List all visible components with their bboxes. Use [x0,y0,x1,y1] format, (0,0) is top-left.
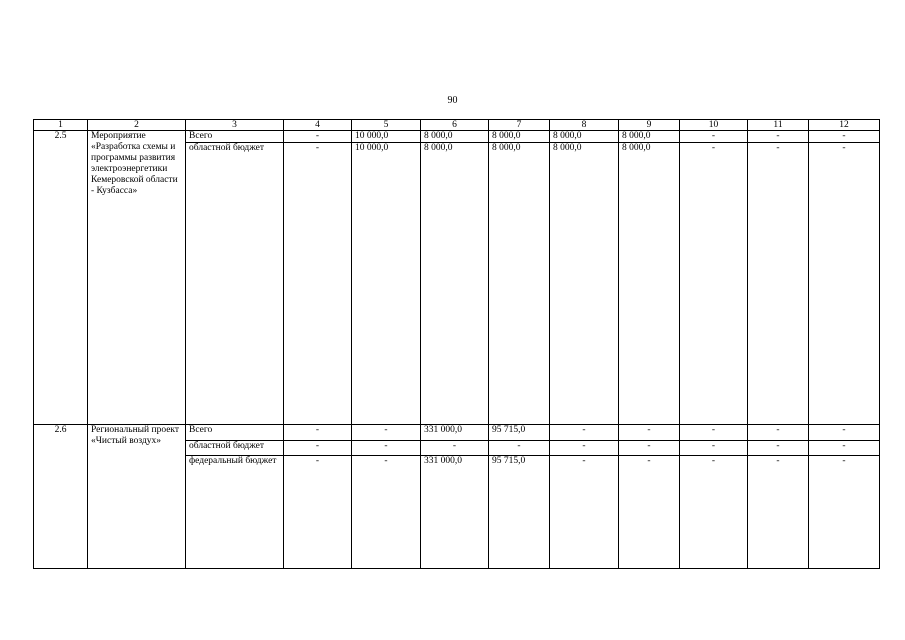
value-cell: - [619,456,680,569]
value-cell: - [619,441,680,456]
value-cell: - [809,131,880,143]
column-number: 6 [421,120,489,131]
value-cell: - [809,425,880,441]
column-number: 1 [34,120,88,131]
value-cell: - [680,143,748,425]
value-cell: 8 000,0 [489,143,550,425]
funding-source: Всего [186,131,284,143]
budget-table [33,119,880,569]
column-number: 10 [680,120,748,131]
value-cell: - [748,143,809,425]
column-number: 12 [809,120,880,131]
column-number: 3 [186,120,284,131]
value-cell: - [680,131,748,143]
value-cell: - [680,441,748,456]
value-cell: - [809,456,880,569]
value-cell: 95 715,0 [489,425,550,441]
table-row [34,131,880,143]
value-cell: - [748,441,809,456]
value-cell: - [284,441,352,456]
column-number-row [34,120,880,131]
value-cell: - [550,425,619,441]
value-cell: - [809,441,880,456]
value-cell: - [550,441,619,456]
value-cell: 331 000,0 [421,456,489,569]
value-cell: - [748,456,809,569]
value-cell: - [550,456,619,569]
value-cell: - [352,441,421,456]
column-number: 9 [619,120,680,131]
value-cell: 331 000,0 [421,425,489,441]
value-cell: - [619,425,680,441]
value-cell: - [489,441,550,456]
item-name: Региональный проект «Чистый воздух» [88,425,186,569]
value-cell: 8 000,0 [550,131,619,143]
value-cell: - [352,425,421,441]
value-cell: 8 000,0 [421,131,489,143]
funding-source: областной бюджет [186,143,284,425]
column-number: 2 [88,120,186,131]
column-number: 5 [352,120,421,131]
value-cell: - [748,425,809,441]
column-number: 8 [550,120,619,131]
value-cell: 8 000,0 [421,143,489,425]
funding-source: федеральный бюджет [186,456,284,569]
value-cell: 8 000,0 [550,143,619,425]
value-cell: - [284,425,352,441]
column-number: 4 [284,120,352,131]
value-cell: - [284,131,352,143]
column-number: 7 [489,120,550,131]
column-number: 11 [748,120,809,131]
value-cell: 8 000,0 [619,131,680,143]
value-cell: - [748,131,809,143]
funding-source: Всего [186,425,284,441]
value-cell: - [809,143,880,425]
value-cell: 95 715,0 [489,456,550,569]
value-cell: 10 000,0 [352,143,421,425]
value-cell: - [352,456,421,569]
value-cell: 8 000,0 [619,143,680,425]
item-number: 2.5 [34,131,88,425]
value-cell: 8 000,0 [489,131,550,143]
item-number: 2.6 [34,425,88,569]
value-cell: - [680,425,748,441]
value-cell: - [421,441,489,456]
funding-source: областной бюджет [186,441,284,456]
page-number: 90 [447,95,458,106]
table-row [34,425,880,441]
value-cell: - [284,143,352,425]
item-name: Мероприятие «Разработка схемы и программы развития электроэнергетики Кемеровской области - Кузбасса» [88,131,186,425]
value-cell: - [284,456,352,569]
value-cell: - [680,456,748,569]
value-cell: 10 000,0 [352,131,421,143]
